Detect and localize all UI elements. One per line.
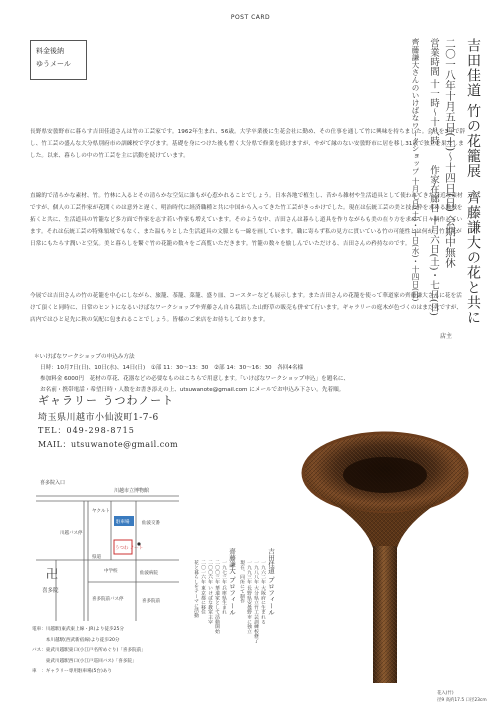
workshop-line-1: 日時：10月7日(日)、10日(水)、14日(日) ①部 11：30〜13：30 ②部 14：30〜16：30 各回4名様	[40, 365, 304, 371]
map-label-road: 県道	[92, 555, 101, 560]
stamp-line-1: 料金後納	[36, 47, 64, 55]
saito-profile-line-3: 二〇〇六年 いけばな教室主宰	[207, 560, 212, 624]
saito-profile-line-1: 一九七三年 兵庫県生まれ	[221, 560, 226, 615]
gallery-mail: MAIL：utsuwanote@gmail.com	[38, 440, 179, 449]
exhibition-dates: 二〇一八年十月五日(土)〜十四日(日) 会期中無休	[444, 38, 456, 268]
exhibition-hours: 営業時間 十一時〜十八時	[428, 38, 439, 146]
yoshida-profile-line-1: 一九六二年 大阪府に生まれる	[260, 560, 265, 624]
map-label-hospital: 仙波病院	[140, 571, 158, 576]
map-label-bus2: 喜多院前バス停	[92, 597, 124, 602]
photo-caption-line-2: 径9 高約17.5 口径23cm	[437, 698, 487, 703]
map-label-school2: 中学校	[104, 569, 118, 574]
access-line-3: バス：東武川越駅東口(小江戸名所めぐり)「喜多院前」	[32, 648, 146, 653]
map-label-police: 仙波交番	[142, 521, 160, 526]
yoshida-profile-title: 吉田佳道 プロフィール	[267, 548, 275, 616]
map-label-school: ヤクルト	[92, 509, 110, 514]
access-info	[32, 625, 232, 678]
yoshida-profile-line-4: 現在、同所にて制作	[239, 560, 244, 604]
saito-profile-line-2: 二〇〇三年 華道家として活動開始	[214, 560, 219, 634]
yoshida-profile-line-2: 一九八八年 大分県立竹工芸訓練校修了	[253, 560, 258, 644]
intro-text-3	[30, 290, 466, 326]
exhibition-title: 吉田佳道 竹の花籠展	[465, 38, 481, 179]
access-line-2: 本川越駅(西武新宿線)より徒歩20分	[32, 637, 120, 643]
photo-caption-line-1: 花入(竹)	[437, 691, 454, 696]
intro-paragraph-2: 直線的で清らかな素材、竹。竹林に入るとその清らかな空気に誰もが心惹かれることでしょう。日本各地で植生し、昔から雑材や生活道具として使われてきた身近な素材ですが、個人の工芸作家が花開くのは意外と遅く、明治時代に経済職種と共に中国から入ってきた竹工芸がきっかけでした。現在は伝統工芸の美と技の粋を求める職域を拓くと共に、生活道具の竹籠など多方面で作家を志す若い作家も増えています。そのような中、吉田さんは暮らし道具を作りながらも美の在り方を求めて日々制作しています。それは伝統工芸の特殊領域でもなく、また温もりとした生活道具の文脈とも一線を画しています。職に寄らず私の見方に貫いている竹の可能性とは何か。竹と花が日常にもたらす潤いと空気。美と暮らしを繋ぐ竹の花籠の数々をご高覧いただきます。竹籠の数々を愉しんでいただける、吉田さんの矜持なのです。	[30, 193, 463, 247]
bamboo-vase-photo	[285, 428, 475, 683]
gallery-address: 埼玉県川越市小仙波町1-7-6	[38, 413, 159, 423]
postcard-label: POST CARD	[230, 14, 271, 21]
gallery-name: ギャラリー うつわノート	[38, 394, 175, 407]
access-line-4: 東武川越駅西口(小江戸巡回バス)「喜多院」	[32, 658, 137, 664]
saito-profile-title: 齊藤謙大 プロフィール	[228, 548, 236, 616]
saito-profile-line-4: 二〇一六年 東京都に移住	[200, 560, 205, 615]
intro-paragraph-3: 今展では吉田さんの竹の花籠を中心にしながら、旅籠、茶籠、菜籠、盛り皿、コースターなども展示します。また吉田さんの花籠を使って華道家の齊藤謙大さんに花を活けて頂くと同時に、日常のヒントになるいけばなワークショップや齊藤さん自ら栽培した山野草の販売も併せて行います。ギャラリーの庭木が色づくのはまだ先ですが、店内ではひと足先に秋の気配に包まれることでしょう。皆様のご来店をお待ちしております。	[30, 293, 463, 323]
saito-profile-line-5: 花と暮らしをテーマに活動	[193, 560, 198, 618]
map-label-bus: 川越バス停	[60, 531, 83, 536]
owner-signature: 店主	[440, 333, 453, 340]
stamp-line-2: ゆうメール	[36, 60, 71, 68]
access-map	[36, 474, 179, 621]
postage-stamp-box	[30, 40, 87, 80]
map-label-store: 喜多院前	[142, 599, 160, 604]
workshop-line-3: お名前・携帯電話・希望日時・人数をお書き添えの上、utsuwanote@gmail.com にメールでお申込み下さい。先着順。	[40, 387, 345, 393]
exhibition-subtitle: 齊藤謙大の花と共に	[465, 190, 481, 325]
map-label-gallery: うつわ ノート	[115, 546, 144, 551]
artist-days: 作家在廊日 十月六日(土)・七日(日)	[428, 165, 439, 316]
intro-text-2	[30, 190, 466, 250]
photo-caption	[437, 690, 497, 704]
gallery-tel: TEL：049-298-8715	[38, 426, 135, 435]
map-label-top2: 川越市立博物館	[114, 488, 150, 494]
map-label-temple: 喜多院	[42, 588, 59, 594]
map-label-parking: 駐車場	[116, 520, 130, 525]
workshop-line-2: 参加料金 6000円 花材の草花、花器などの必要なものはこちらで用意します。「いけばなワークショップ申込」を題名に、	[40, 376, 350, 382]
yoshida-profile-line-3: 一九九三年 長野県安曇野市に独立	[246, 560, 251, 634]
map-temple-symbol: 卍	[46, 567, 59, 581]
intro-paragraph-1: 長野県安曇野市に暮らす吉田佳道さんは竹の工芸家です。1962年生まれ、56歳。大学卒業後に生花会社に勤め、その仕事を通して竹に興味を持ちました。会社を3年で辞し、竹工芸の盛んな大分県別府市の訓練校で学びます。基礎を身につけた後も暫く大分県で修業を続けますが、やがて縁のない安曇野市に居を移し31歳で独立を果たしました。以来、暮らしの中の竹工芸を主に活動を続けています。	[30, 129, 466, 159]
workshop-heading: ＊いけばなワークショップの申込み方法	[34, 354, 135, 360]
access-line-5: 車 ：ギャラリー専用駐車場(5台)あり	[32, 669, 113, 674]
workshop-dates: 齊藤謙大さんのいけばなワークショップ 十月七日(土)・十日(水)・十四日(日)	[411, 38, 420, 302]
intro-text	[30, 126, 466, 162]
workshop-section	[34, 352, 474, 396]
access-line-1: 電車：川越駅(東武東上線・JR)より徒歩25分	[32, 627, 125, 632]
map-label-top1: 喜多院入口	[40, 480, 66, 486]
